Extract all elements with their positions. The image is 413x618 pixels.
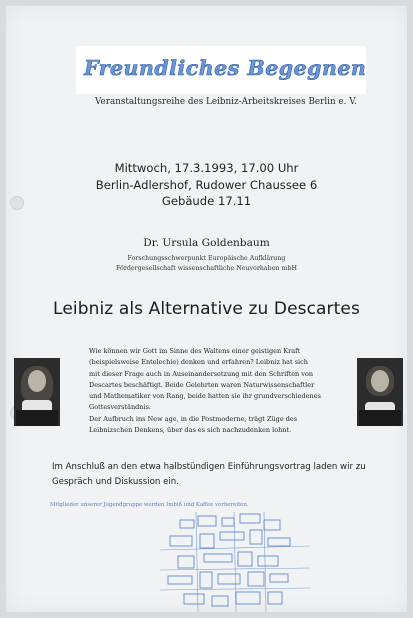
abstract-line: Wie können wir Gott im Sinne des Waltens einer geistigen Kraft	[89, 347, 301, 355]
series-subtitle: Veranstaltungsreihe des Leibniz-Arbeitskreises Berlin e. V.	[95, 97, 357, 107]
event-building: Gebäude 17.11	[161, 194, 252, 208]
abstract-line: mit dieser Frage auch in Auseinandersetzung mit den Schriften von	[89, 369, 314, 378]
invitation-line: Im Anschluß an den etwa halbstündigen Einführungsvortrag laden wir zu	[52, 462, 366, 472]
lecture-title: Leibniz als Alternative zu Descartes	[53, 299, 360, 319]
descartes-portrait	[357, 358, 403, 426]
abstract-line: und Mathematiker von Rang, beide hatten sie ihr grundverschiedenes	[89, 392, 321, 401]
speaker-name: Dr. Ursula Goldenbaum	[143, 237, 270, 249]
abstract-text	[89, 346, 347, 436]
catering-note: Mitglieder unserer Jugendgruppe werden Imbiß und Kaffee vorbereiten.	[50, 502, 249, 508]
invitation-text	[52, 460, 372, 490]
speaker-focus: Forschungsschwerpunkt Europäische Aufklärung	[127, 255, 286, 262]
abstract-line: Der Aufbruch ins New age, in die Postmoderne, trägt Züge des	[89, 414, 298, 423]
flyer-title: Freundliches Begegnen	[84, 56, 367, 80]
event-date-time: Mittwoch, 17.3.1993, 17.00 Uhr	[114, 161, 299, 175]
speaker-affiliation: Fördergesellschaft wissenschaftliche Neuvorhaben mbH	[116, 265, 297, 272]
leibniz-portrait	[14, 358, 60, 426]
abstract-line: Gottesverständnis.	[89, 403, 151, 412]
abstract-line: (beispielsweise Entelechie) denken und erfahren? Leibniz hat sich	[89, 358, 308, 367]
abstract-line: Leibnizschen Denkens, über das es sich nachzudenken lohnt.	[89, 426, 292, 435]
event-location: Berlin-Adlershof, Rudower Chaussee 6	[95, 178, 318, 192]
campus-map	[160, 512, 310, 612]
invitation-line: Gespräch und Diskussion ein.	[52, 477, 179, 487]
abstract-line: Descartes beschäftigt. Beide Gelehrten waren Naturwissenschaftler	[89, 380, 315, 389]
